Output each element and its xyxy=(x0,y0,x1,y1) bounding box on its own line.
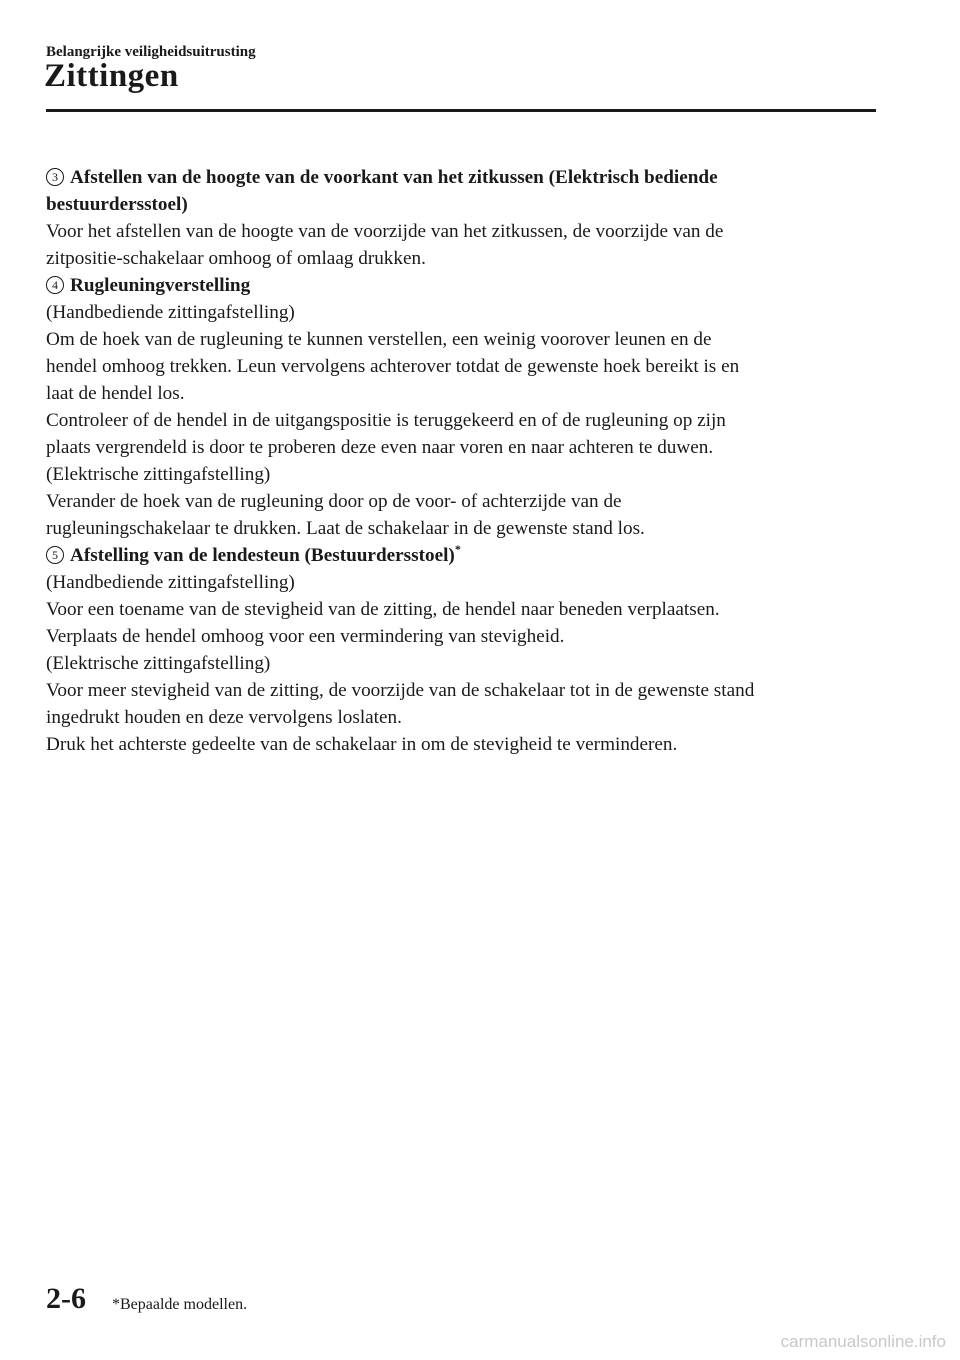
item-5-body-line: Voor meer stevigheid van de zitting, de voorzijde van de schakelaar tot in de gewenste stand xyxy=(46,680,755,701)
optional-equipment-mark: * xyxy=(454,542,461,556)
item-5-body-line: (Elektrische zittingafstelling) xyxy=(46,653,271,674)
item-4-body-line: hendel omhoog trekken. Leun vervolgens achterover totdat de gewenste hoek bereikt is en xyxy=(46,356,740,377)
circled-number-5-icon: 5 xyxy=(46,546,64,564)
item-3-heading-line-1: 3 Afstellen van de hoogte van de voorkant van het zitkussen (Elektrisch bediende xyxy=(46,164,880,191)
item-5-body-line: Druk het achterste gedeelte van de schakelaar in om de stevigheid te verminderen. xyxy=(46,734,678,755)
manual-content xyxy=(46,164,880,758)
item-3-heading-line-2: bestuurdersstoel) xyxy=(46,194,188,215)
item-5-body-line: Verplaats de hendel omhoog voor een vermindering van stevigheid. xyxy=(46,626,565,647)
item-4-body-line: Om de hoek van de rugleuning te kunnen verstellen, een weinig voorover leunen en de xyxy=(46,329,712,350)
title-rule xyxy=(46,109,876,112)
item-5-heading: 5 Afstelling van de lendesteun (Bestuurdersstoel)* xyxy=(46,542,880,569)
chapter-label: Belangrijke veiligheidsuitrusting xyxy=(46,44,256,60)
item-5-body-line: ingedrukt houden en deze vervolgens loslaten. xyxy=(46,707,402,728)
item-4-body-line: (Elektrische zittingafstelling) xyxy=(46,464,271,485)
item-4-body-line: laat de hendel los. xyxy=(46,383,185,404)
item-5-body-line: Voor een toename van de stevigheid van de zitting, de hendel naar beneden verplaatsen. xyxy=(46,599,720,620)
item-3-body-line: Voor het afstellen van de hoogte van de voorzijde van het zitkussen, de voorzijde van de xyxy=(46,221,724,242)
page-title: Zittingen xyxy=(44,58,179,94)
item-4-body-line: Controleer of de hendel in de uitgangspositie is teruggekeerd en of de rugleuning op zijn xyxy=(46,410,726,431)
item-5-body-line: (Handbediende zittingafstelling) xyxy=(46,572,295,593)
item-4-heading: 4 Rugleuningverstelling xyxy=(46,272,880,299)
circled-number-3-icon: 3 xyxy=(46,168,64,186)
circled-number-4-icon: 4 xyxy=(46,276,64,294)
item-4-body-line: plaats vergrendeld is door te proberen deze even naar voren en naar achteren te duwen. xyxy=(46,437,714,458)
item-4-body-line: Verander de hoek van de rugleuning door op de voor- of achterzijde van de xyxy=(46,491,622,512)
footnote: *Bepaalde modellen. xyxy=(112,1296,248,1313)
item-4-body-line: (Handbediende zittingafstelling) xyxy=(46,302,295,323)
watermark: carmanualsonline.info xyxy=(780,1332,946,1351)
item-4-body-line: rugleuningschakelaar te drukken. Laat de schakelaar in de gewenste stand los. xyxy=(46,518,645,539)
item-3-body-line: zitpositie-schakelaar omhoog of omlaag drukken. xyxy=(46,248,426,269)
page-number: 2-6 xyxy=(46,1282,86,1315)
